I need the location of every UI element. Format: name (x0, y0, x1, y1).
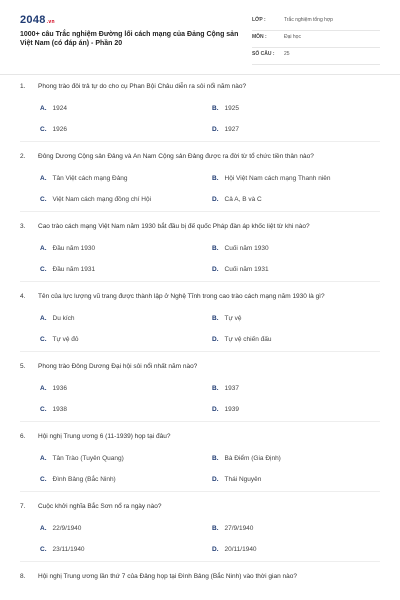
answer-option[interactable] (40, 406, 67, 413)
answer-option[interactable] (40, 175, 128, 182)
answer-options (20, 231, 380, 275)
question-number: 8. (20, 573, 26, 580)
header-divider (0, 74, 400, 75)
meta-value: Trắc nghiệm tổng hợp (284, 17, 333, 23)
answer-option[interactable] (40, 385, 67, 392)
option-letter: D. (212, 546, 219, 553)
option-text: Tự vệ đỏ (52, 336, 79, 343)
question-text (20, 292, 380, 301)
answer-option[interactable] (40, 525, 81, 532)
meta-row-subject (252, 31, 380, 48)
option-text: Bà Điểm (Gia Định) (224, 455, 281, 462)
answer-options (20, 441, 380, 485)
option-letter: D. (212, 406, 219, 413)
question-prompt: Phong trào Đông Dương Đại hội sôi nổi nhất năm nào? (38, 363, 198, 370)
option-text: 1937 (224, 385, 239, 392)
option-text: Tân Việt cách mạng Đảng (52, 175, 128, 182)
option-letter: C. (40, 336, 47, 343)
option-letter: A. (40, 175, 47, 182)
answer-option[interactable] (212, 476, 261, 483)
option-text: 1939 (224, 406, 239, 413)
answer-option[interactable] (40, 315, 75, 322)
option-letter: C. (40, 406, 47, 413)
question-prompt: Hội nghị Trung ương 6 (11-1939) họp tại đâu? (38, 433, 171, 440)
answer-option[interactable] (212, 546, 257, 553)
answer-option[interactable] (40, 196, 151, 203)
question-text (20, 82, 380, 91)
question-block (0, 82, 400, 142)
question-text (20, 152, 380, 161)
option-letter: A. (40, 315, 47, 322)
question-divider (20, 491, 380, 492)
answer-option[interactable] (212, 385, 239, 392)
meta-key: SỐ CÂU : (252, 51, 275, 57)
option-letter: C. (40, 476, 47, 483)
question-block (0, 222, 400, 282)
option-letter: D. (212, 476, 219, 483)
question-text (20, 502, 380, 511)
meta-panel (252, 14, 380, 65)
option-text: Đầu năm 1930 (52, 245, 96, 252)
question-number: 2. (20, 153, 26, 160)
answer-option[interactable] (212, 455, 281, 462)
question-prompt: Hội nghị Trung ương lần thứ 7 của Đảng họp tại Đình Bảng (Bắc Ninh) vào thời gian nào? (38, 573, 297, 580)
option-letter: D. (212, 266, 219, 273)
question-prompt: Cao trào cách mạng Việt Nam năm 1930 bắt đầu bị đế quốc Pháp đàn áp khốc liệt từ khi nào? (38, 223, 310, 230)
option-text: 22/9/1940 (52, 525, 82, 532)
option-text: 20/11/1940 (224, 546, 257, 553)
question-block (0, 362, 400, 422)
document-title: 1000+ câu Trắc nghiệm Đường lối cách mạng của Đảng Cộng sản Việt Nam (có đáp án) - Phần 20 (20, 31, 239, 47)
answer-option[interactable] (212, 126, 239, 133)
meta-row-count (252, 48, 380, 65)
answer-option[interactable] (40, 245, 95, 252)
option-text: 1924 (52, 105, 67, 112)
answer-option[interactable] (40, 105, 67, 112)
option-letter: A. (40, 385, 47, 392)
question-divider (20, 141, 380, 142)
site-logo[interactable] (20, 14, 55, 26)
option-text: Cuối năm 1931 (224, 266, 269, 273)
answer-option[interactable] (40, 476, 116, 483)
option-text: 1926 (52, 126, 67, 133)
question-number: 4. (20, 293, 26, 300)
option-text: Cuối năm 1930 (224, 245, 269, 252)
option-text: 27/9/1940 (224, 525, 254, 532)
answer-options (20, 511, 380, 555)
option-letter: A. (40, 245, 47, 252)
question-prompt: Cuộc khởi nghĩa Bắc Sơn nổ ra ngày nào? (38, 503, 162, 510)
question-block (0, 152, 400, 212)
question-text (20, 362, 380, 371)
document-header (0, 0, 400, 70)
question-number: 1. (20, 83, 26, 90)
option-letter: A. (40, 105, 47, 112)
option-letter: A. (40, 455, 47, 462)
question-divider (20, 281, 380, 282)
question-list (0, 82, 400, 581)
answer-options (20, 371, 380, 415)
option-letter: B. (212, 175, 219, 182)
option-text: Tự vệ chiến đấu (224, 336, 272, 343)
option-letter: A. (40, 525, 47, 532)
option-letter: C. (40, 546, 47, 553)
option-text: Hội Việt Nam cách mạng Thanh niên (224, 175, 331, 182)
option-text: Thái Nguyên (224, 476, 262, 483)
logo-suffix: .vn (46, 19, 55, 25)
option-text: 1927 (224, 126, 239, 133)
question-text (20, 432, 380, 441)
question-number: 6. (20, 433, 26, 440)
option-text: 23/11/1940 (52, 546, 85, 553)
question-number: 5. (20, 363, 26, 370)
option-text: Tự vệ (224, 315, 242, 322)
question-prompt: Phong trào đôi trả tự do cho cụ Phan Bội Châu diễn ra sôi nổi năm nào? (38, 83, 247, 90)
option-letter: C. (40, 266, 47, 273)
answer-options (20, 161, 380, 205)
question-block (0, 432, 400, 492)
answer-option[interactable] (212, 406, 239, 413)
meta-row-class (252, 14, 380, 31)
meta-key: LỚP : (252, 17, 266, 23)
question-number: 3. (20, 223, 26, 230)
question-number: 7. (20, 503, 26, 510)
question-divider (20, 421, 380, 422)
option-text: Cả A, B và C (224, 196, 262, 203)
question-prompt: Tên của lực lượng vũ trang được thành lập ở Nghệ Tĩnh trong cao trào cách mạng năm 1930 là gì? (38, 293, 325, 300)
answer-option[interactable] (212, 105, 239, 112)
option-text: Tân Trào (Tuyên Quang) (52, 455, 124, 462)
question-text (20, 222, 380, 231)
option-text: Đầu năm 1931 (52, 266, 96, 273)
option-letter: B. (212, 105, 219, 112)
answer-option[interactable] (40, 336, 79, 343)
answer-option[interactable] (40, 455, 124, 462)
option-letter: D. (212, 126, 219, 133)
option-letter: B. (212, 245, 219, 252)
question-prompt: Đông Dương Cộng sản Đảng và An Nam Cộng sản Đảng được ra đời từ tổ chức tiền thân nào? (38, 153, 314, 160)
logo-text: 2048 (20, 14, 46, 26)
answer-option[interactable] (212, 196, 262, 203)
answer-option[interactable] (212, 525, 253, 532)
answer-option[interactable] (40, 126, 67, 133)
option-letter: C. (40, 126, 47, 133)
question-divider (20, 561, 380, 562)
answer-options (20, 91, 380, 135)
question-text (20, 572, 380, 581)
option-letter: D. (212, 196, 219, 203)
option-letter: C. (40, 196, 47, 203)
answer-option[interactable] (40, 266, 95, 273)
answer-option[interactable] (212, 315, 242, 322)
option-letter: D. (212, 336, 219, 343)
question-divider (20, 211, 380, 212)
question-block (0, 572, 400, 581)
option-letter: B. (212, 385, 219, 392)
option-text: 1936 (52, 385, 67, 392)
meta-value: Đại học (284, 34, 301, 40)
option-letter: B. (212, 315, 219, 322)
option-text: Việt Nam cách mạng đồng chí Hội (52, 196, 152, 203)
answer-option[interactable] (212, 336, 272, 343)
question-block (0, 292, 400, 352)
answer-option[interactable] (212, 266, 269, 273)
option-letter: B. (212, 525, 219, 532)
meta-value: 25 (284, 51, 290, 57)
option-text: Đình Bảng (Bắc Ninh) (52, 476, 116, 483)
option-text: 1925 (224, 105, 239, 112)
option-text: Du kích (52, 315, 75, 322)
answer-option[interactable] (212, 245, 269, 252)
answer-options (20, 301, 380, 345)
answer-option[interactable] (40, 546, 85, 553)
question-divider (20, 351, 380, 352)
question-block (0, 502, 400, 562)
meta-key: MÔN : (252, 34, 267, 40)
option-letter: B. (212, 455, 219, 462)
option-text: 1938 (52, 406, 67, 413)
answer-option[interactable] (212, 175, 331, 182)
